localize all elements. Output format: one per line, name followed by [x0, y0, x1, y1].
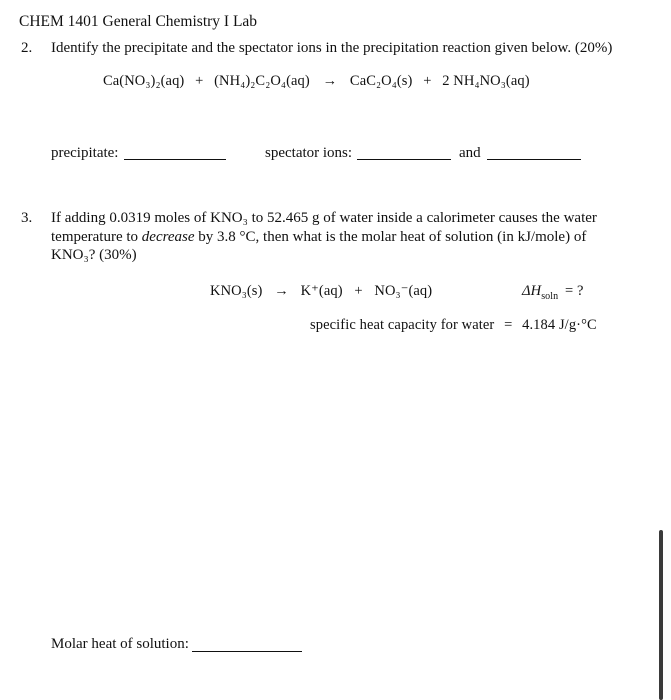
question-2-prompt: Identify the precipitate and the spectator ions in the precipitation reaction given below. (20%) — [51, 40, 613, 56]
page-title: CHEM 1401 General Chemistry I Lab — [19, 13, 258, 30]
q3-line-2-pre: temperature to — [51, 229, 142, 245]
q2-plus-1: + — [195, 73, 204, 89]
delta-h-soln — [522, 283, 584, 300]
question-3-number: 3. — [21, 210, 33, 226]
molar-heat-label: Molar heat of solution: — [51, 636, 189, 652]
q3-line-2-post: by 3.8 °C, then what is the molar heat of solution (in kJ/mole) of — [194, 229, 587, 245]
q2-reactant-2: (NH₄)₂C₂O₄(aq) — [214, 73, 310, 89]
q2-product-2: 2 NH₄NO₃(aq) — [442, 73, 530, 89]
question-2-number: 2. — [21, 40, 33, 56]
q3-equation — [210, 283, 432, 300]
question-3-line-1: If adding 0.0319 moles of KNO₃ to 52.465 g of water inside a calorimeter causes the water — [51, 210, 597, 226]
q3-product-1: K⁺(aq) — [300, 283, 343, 299]
delta-h-value: = ? — [565, 283, 584, 299]
q2-reactant-1: Ca(NO₃)₂(aq) — [103, 73, 185, 89]
delta-h-subscript: soln — [541, 290, 559, 302]
spectator-ions-label: spectator ions: — [265, 145, 353, 161]
q3-product-2: NO₃⁻(aq) — [374, 283, 433, 299]
spectator-ion-2-blank[interactable] — [487, 145, 581, 160]
spectator-ion-1-blank[interactable] — [357, 145, 451, 160]
question-3-line-3: KNO₃? (30%) — [51, 247, 137, 263]
q2-plus-2: + — [423, 73, 432, 89]
molar-heat-answer-blank[interactable] — [192, 637, 302, 652]
q3-plus: + — [354, 283, 363, 299]
specific-heat-label: specific heat capacity for water — [310, 317, 495, 333]
q2-arrow: → — [322, 73, 338, 89]
precipitate-answer-blank[interactable] — [124, 145, 226, 160]
q3-line-2-emphasis: decrease — [141, 229, 195, 245]
q3-reactant: KNO₃(s) — [210, 283, 263, 299]
precipitate-label: precipitate: — [51, 145, 119, 161]
precipitate-field — [51, 145, 118, 162]
scrollbar[interactable] — [659, 530, 663, 700]
and-label: and — [459, 145, 481, 161]
delta-h-symbol: ΔH — [522, 283, 542, 299]
q3-arrow: → — [274, 283, 289, 299]
specific-heat-equals: = — [504, 317, 513, 333]
question-3-line-2 — [51, 229, 586, 246]
q2-product-1: CaC₂O₄(s) — [349, 73, 413, 89]
specific-heat-value: 4.184 J/g·°C — [522, 317, 597, 333]
specific-heat-line — [310, 317, 597, 334]
q2-equation — [103, 73, 530, 90]
